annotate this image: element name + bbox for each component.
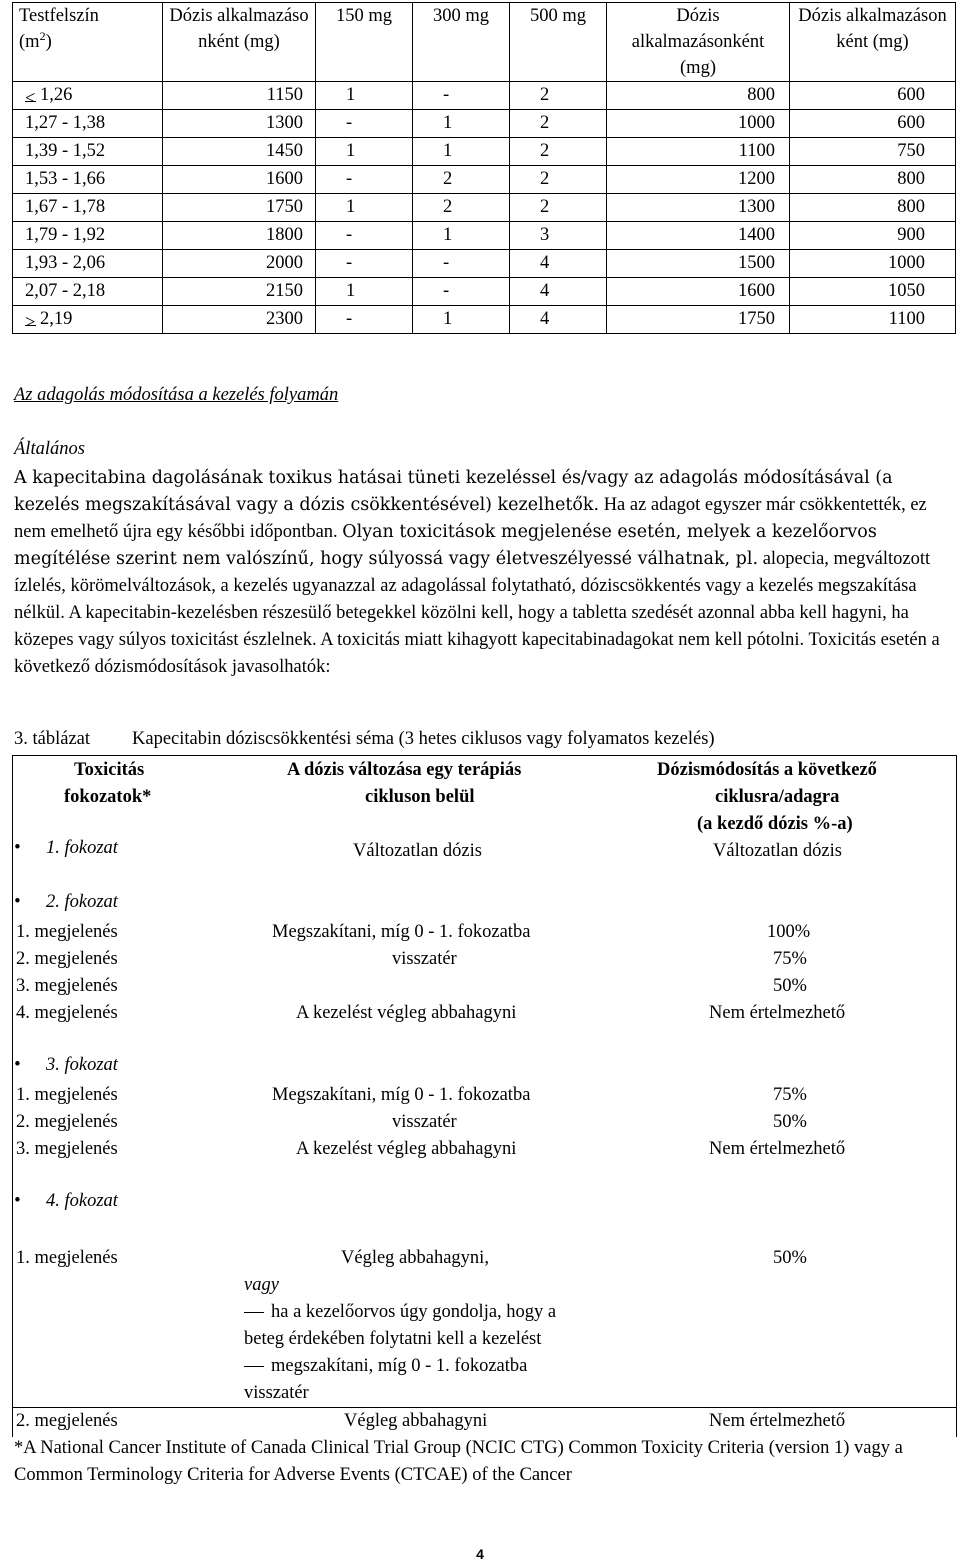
- dose-table-body: [13, 82, 956, 334]
- table-cell: [790, 138, 956, 166]
- table-cell: [790, 222, 956, 250]
- dose-table: [12, 2, 956, 334]
- cell-value: 1: [346, 141, 356, 161]
- grade-4-change-or: vagy: [244, 1275, 279, 1295]
- table-row: [13, 306, 956, 334]
- section-heading: Az adagolás módosítása a kezelés folyamán: [14, 385, 339, 405]
- cell-value: 4: [540, 281, 550, 301]
- cell-value: 2300: [266, 309, 303, 329]
- cell-value: 1,93 - 2,06: [25, 253, 106, 273]
- table-cell: [790, 278, 956, 306]
- cell-value: 1500: [738, 253, 775, 273]
- cell-value: 2: [443, 169, 453, 189]
- table-cell: [607, 138, 790, 166]
- grade-3-mod-2: 50%: [773, 1112, 807, 1132]
- grade-2-change-4: A kezelést végleg abbahagyni: [296, 1003, 517, 1023]
- dose-table-header: [13, 3, 956, 82]
- table-row: [13, 166, 956, 194]
- header-500mg: 500 mg: [510, 3, 607, 82]
- table-cell: [13, 166, 163, 194]
- cell-value: 1: [443, 309, 453, 329]
- cell-value: 750: [897, 141, 925, 161]
- table-cell: [163, 194, 316, 222]
- table-row: [13, 250, 956, 278]
- grade-4-mod-2: Nem értelmezhető: [709, 1411, 846, 1431]
- less-or-equal-icon: [25, 86, 36, 102]
- table-cell: [413, 194, 510, 222]
- table-cell: [413, 110, 510, 138]
- table-cell: [316, 194, 413, 222]
- header-dose-mod-3: (a kezdő dózis %-a): [697, 814, 853, 834]
- cell-value: 1,26: [40, 85, 73, 105]
- grade-1-change: Változatlan dózis: [353, 841, 482, 861]
- grade-2-mod-3: 50%: [773, 976, 807, 996]
- table-cell: [163, 138, 316, 166]
- table-row: [13, 278, 956, 306]
- table-cell: [13, 222, 163, 250]
- table-row: [13, 82, 956, 110]
- table-cell: [607, 166, 790, 194]
- table-cell: [790, 82, 956, 110]
- table-cell: [316, 250, 413, 278]
- grade-3-occ-3: 3. megjelenés: [16, 1139, 118, 1159]
- cell-value: 2: [540, 197, 550, 217]
- cell-value: 2,07 - 2,18: [25, 281, 106, 301]
- cell-value: 1300: [738, 197, 775, 217]
- cell-value: 1000: [888, 253, 925, 273]
- grade-1-mod: Változatlan dózis: [713, 841, 842, 861]
- cell-value: 1300: [266, 113, 303, 133]
- grade-4-occ-2: 2. megjelenés: [16, 1411, 118, 1431]
- table-cell: [13, 250, 163, 278]
- cell-value: 2,19: [40, 309, 73, 329]
- cell-value: 1,79 - 1,92: [25, 225, 106, 245]
- cell-value: 2000: [266, 253, 303, 273]
- header-dose-1: Dózis alkalmazáso nként (mg): [163, 3, 316, 82]
- table-cell: [163, 250, 316, 278]
- table-cell: [607, 194, 790, 222]
- cell-value: 1450: [266, 141, 303, 161]
- cell-value: 1100: [888, 309, 925, 329]
- table-cell: [13, 194, 163, 222]
- grade-2-occ-2: 2. megjelenés: [16, 949, 118, 969]
- grade-4-change-opt: ha a kezelőorvos úgy gondolja, hogy a: [244, 1299, 556, 1326]
- table-cell: [607, 278, 790, 306]
- header-toxicity-grades: fokozatok*: [64, 787, 152, 807]
- cell-value: 1,53 - 1,66: [25, 169, 106, 189]
- grade-4-mod-1: 50%: [773, 1248, 807, 1268]
- table-cell: [510, 110, 607, 138]
- table-cell: [607, 222, 790, 250]
- table-cell: [510, 82, 607, 110]
- cell-value: -: [443, 85, 450, 105]
- cell-value: -: [346, 169, 353, 189]
- table-cell: [413, 222, 510, 250]
- greater-or-equal-icon: [25, 310, 36, 326]
- grade-2-mod-1: 100%: [767, 922, 811, 942]
- cell-value: -: [443, 253, 450, 273]
- table-cell: [13, 82, 163, 110]
- cell-value: 1200: [738, 169, 775, 189]
- cell-value: 2: [540, 85, 550, 105]
- cell-value: 600: [897, 85, 925, 105]
- grade-3-occ-2: 2. megjelenés: [16, 1112, 118, 1132]
- table-cell: [316, 166, 413, 194]
- footnote: *A National Cancer Institute of Canada Clinical Trial Group (NCIC CTG) Common Toxicity Criteria (version 1) vagy a Common Terminology Criteria for Adverse Events (CTCAE) of the Cancer: [14, 1438, 903, 1485]
- cell-value: 1,27 - 1,38: [25, 113, 106, 133]
- cell-value: 3: [540, 225, 550, 245]
- cell-value: 1: [443, 141, 453, 161]
- cell-value: 2: [443, 197, 453, 217]
- table-cell: [510, 306, 607, 334]
- grade-4-occ-1: 1. megjelenés: [16, 1248, 118, 1268]
- grade-3-mod-3: Nem értelmezhető: [709, 1139, 846, 1159]
- table-cell: [13, 110, 163, 138]
- header-dose-3: Dózis alkalmazáson ként (mg): [790, 3, 956, 82]
- cell-value: -: [346, 225, 353, 245]
- grade-4-change-opt-4: visszatér: [244, 1383, 309, 1403]
- table-cell: [790, 306, 956, 334]
- cell-value: 800: [897, 197, 925, 217]
- table-cell: [413, 82, 510, 110]
- table-cell: [316, 278, 413, 306]
- table-cell: [510, 166, 607, 194]
- header-150mg: 150 mg: [316, 3, 413, 82]
- table-cell: [790, 250, 956, 278]
- table-row: [13, 222, 956, 250]
- cell-value: 1050: [888, 281, 925, 301]
- cell-value: 900: [897, 225, 925, 245]
- table-cell: [316, 306, 413, 334]
- cell-value: 2150: [266, 281, 303, 301]
- table-cell: [790, 194, 956, 222]
- cell-value: -: [346, 309, 353, 329]
- cell-value: 600: [897, 113, 925, 133]
- cell-value: -: [346, 253, 353, 273]
- cell-value: 1100: [738, 141, 775, 161]
- table-caption: 3. táblázat Kapecitabin dóziscsökkentési séma (3 hetes ciklusos vagy folyamatos kezelés): [14, 729, 715, 749]
- cell-value: 1000: [738, 113, 775, 133]
- table-cell: [163, 278, 316, 306]
- section-subheading: Általános: [14, 439, 85, 459]
- table-cell: [790, 166, 956, 194]
- table-row: [13, 110, 956, 138]
- grade-3-mod-1: 75%: [773, 1085, 807, 1105]
- table-cell: [13, 138, 163, 166]
- table-cell: [163, 82, 316, 110]
- table-cell: [163, 166, 316, 194]
- cell-value: 1600: [266, 169, 303, 189]
- cell-value: 1,39 - 1,52: [25, 141, 106, 161]
- table-cell: [607, 110, 790, 138]
- grade-4-change-opt-3: megszakítani, míg 0 - 1. fokozatba: [244, 1353, 527, 1380]
- table-row: [13, 138, 956, 166]
- table-cell: [413, 166, 510, 194]
- table-cell: [510, 250, 607, 278]
- cell-value: 1: [346, 281, 356, 301]
- table-cell: [607, 306, 790, 334]
- grade-2-change-1b: visszatér: [392, 949, 457, 969]
- table-cell: [316, 138, 413, 166]
- table-row: [13, 194, 956, 222]
- table-cell: [316, 82, 413, 110]
- cell-value: 1750: [266, 197, 303, 217]
- table-cell: [510, 278, 607, 306]
- header-dose-change-2: cikluson belül: [365, 787, 475, 807]
- header-surface: Testfelszín $(m^2)$: [13, 3, 163, 82]
- page-number: 4: [476, 1546, 484, 1562]
- grade-4-change-opt-2: beteg érdekében folytatni kell a kezelést: [244, 1329, 542, 1349]
- general-paragraph: A kapecitabina dagolásának toxikus hatásai tüneti kezeléssel és/vagy az adagolás módosításával (a kezelés megszakításával vagy a dózis csökkentésével) kezelhetők. Ha az adagot egyszer már csökkentették, ez nem emelhető újra egy későbbi időpontban. Olyan toxicitások megjelenése esetén, melyek a kezelőorvos megítélése szerint nem valószínű, hogy súlyossá vagy életveszélyessé válhatnak, pl. alopecia, megváltozott ízlelés, körömelváltozások, a kezelés ugyanazzal az adagolással folytatható, dóziscsökkentés vagy a kezelés megszakítása nélkül. A kapecitabin-kezelésben részesülő betegekkel közölni kell, hogy a tabletta szedését azonnal abba kell hagyni, ha közepes vagy súlyos toxicitást észlelnek. A toxicitás miatt kihagyott kapecitabinadagokat nem kell pótolni. Toxicitás esetén a következő dózismódosítások javasolhatók:: [14, 468, 940, 677]
- cell-value: 2: [540, 169, 550, 189]
- header-300mg: 300 mg: [413, 3, 510, 82]
- table-cell: [607, 250, 790, 278]
- table-cell: [413, 250, 510, 278]
- table-cell: [510, 194, 607, 222]
- table-cell: [316, 110, 413, 138]
- table-cell: [510, 222, 607, 250]
- grade-4-change-2: Végleg abbahagyni: [344, 1411, 488, 1431]
- table-cell: [163, 110, 316, 138]
- grade-2-occ-4: 4. megjelenés: [16, 1003, 118, 1023]
- header-dose-mod-2: ciklusra/adagra: [715, 787, 840, 807]
- cell-value: 1: [443, 225, 453, 245]
- cell-value: 4: [540, 253, 550, 273]
- table-cell: [790, 110, 956, 138]
- cell-value: 1400: [738, 225, 775, 245]
- cell-value: 800: [747, 85, 775, 105]
- table-cell: [510, 138, 607, 166]
- grade-3-occ-1: 1. megjelenés: [16, 1085, 118, 1105]
- table-cell: [413, 138, 510, 166]
- cell-value: 2: [540, 141, 550, 161]
- cell-value: 1150: [266, 85, 303, 105]
- cell-value: 2: [540, 113, 550, 133]
- table-cell: [163, 222, 316, 250]
- grade-3-change-3: A kezelést végleg abbahagyni: [296, 1139, 517, 1159]
- table-cell: [316, 222, 413, 250]
- document-page: Testfelszín $(m^2)$ Dózis alkalmazáso nként (mg) 150 mg 300 mg 500 mg Dózis alkalmazásonként (mg) Dózis alkalmazáson ként (mg) <1,26 1150 1 - 2 800 600 1,27 - 1,38 1300 - 1 2 1000 600 1,39 - 1,52 1450 1 1 2 1100 750 1,53 - 1,66 1600 - 2 2 1200 800 1,67 - 1,78 1750 1 2 2 1300 800 1,79 - 1,92 1800 - 1 3 1400 900 1,93 - 2,06 2000 - - 4 1500 1000 2,07 - 2,18 2150 1 - 4 1600 1050 >2,19 2300 - 1 4 1750 1100 Az adagolás módosítása a kezelés folyamán Általános A kapecitabina dagolásának toxikus hatásai tüneti kezeléssel és/vagy az adagolás módosításával (a kezelés megszakításával vagy a dózis csökkentésével) kezelhetők. Ha az adagot egyszer már csökkentették, ez nem emelhető újra egy későbbi időpontban. Olyan toxicitások megjelenése esetén, melyek a kezelőorvos megítélése szerint nem valószínű, hogy súlyossá vagy életveszélyessé válhatnak, pl. alopecia, megváltozott ízlelés, körömelváltozások, a kezelés ugyanazzal az adagolással folytatható, dóziscsökkentés vagy a kezelés megszakítása nélkül. A kapecitabin-kezelésben részesülő betegekkel közölni kell, hogy a tabletta szedését azonnal abba kell hagyni, ha közepes vagy súlyos toxicitást észlelnek. A toxicitás miatt kihagyott kapecitabinadagokat nem kell pótolni. Toxicitás esetén a következő dózismódosítások javasolhatók: 3. táblázat Kapecitabin dóziscsökkentési séma (3 hetes ciklusos vagy folyamatos kezelés) Toxicitás fokozatok* A dózis változása egy terápiás cikluson belül Dózismódosítás a következő ciklusra/adagra (a kezdő dózis %-a) 1. fokozat Változatlan dózis Változatlan dózis 2. fokozat 1. megjelenés 2. megjelenés 3. megjelenés 4. megjelenés Megszakítani, míg 0 - 1. fokozatba visszatér A kezelést végleg abbahagyni 100% 75% 50% Nem értelmezhető 3. fokozat 1. megjelenés 2. megjelenés 3. megjelenés Megszakítani, míg 0 - 1. fokozatba visszatér A kezelést végleg abbahagyni 75% 50% Nem értelmezhető 4. fokozat 1. megjelenés Végleg abbahagyni, vagy ha a kezelőorvos úgy gondolja, hogy a beteg érdekében folytatni kell a kezelést megszakítani, míg 0 - 1. fokozatba visszatér 50% 2. megjelenés Végleg abbahagyni Nem értelmezhető *A National Cancer Institute of Canada Clinical Trial Group (NCIC CTG) Common Toxicity Criteria (version 1) vagy a Common Terminology Criteria for Adverse Events (CTCAE) of the Cancer 4: [0, 0, 960, 1567]
- cell-value: 1: [443, 113, 453, 133]
- grade-2-occ-1: 1. megjelenés: [16, 922, 118, 942]
- cell-value: -: [346, 113, 353, 133]
- cell-value: 4: [540, 309, 550, 329]
- table-cell: [413, 278, 510, 306]
- header-dose-mod: Dózismódosítás a következő: [657, 760, 877, 780]
- grade-4-change-1: Végleg abbahagyni,: [341, 1248, 489, 1268]
- header-dose-2: Dózis alkalmazásonként (mg): [607, 3, 790, 82]
- grade-2-mod-4: Nem értelmezhető: [709, 1003, 846, 1023]
- cell-value: 1,67 - 1,78: [25, 197, 106, 217]
- grade-2-change-1: Megszakítani, míg 0 - 1. fokozatba: [272, 922, 531, 942]
- table-cell: [607, 82, 790, 110]
- table-cell: [163, 306, 316, 334]
- header-toxicity: Toxicitás: [74, 760, 145, 780]
- table-cell: [13, 278, 163, 306]
- cell-value: 1: [346, 197, 356, 217]
- cell-value: 1800: [266, 225, 303, 245]
- grade-2-mod-2: 75%: [773, 949, 807, 969]
- cell-value: 1600: [738, 281, 775, 301]
- table-cell: [413, 306, 510, 334]
- grade-2-occ-3: 3. megjelenés: [16, 976, 118, 996]
- grade-3-change-1: Megszakítani, míg 0 - 1. fokozatba: [272, 1085, 531, 1105]
- cell-value: -: [443, 281, 450, 301]
- table-cell: [13, 306, 163, 334]
- header-dose-change: A dózis változása egy terápiás: [287, 760, 522, 780]
- cell-value: 800: [897, 169, 925, 189]
- cell-value: 1: [346, 85, 356, 105]
- grade-3-change-1b: visszatér: [392, 1112, 457, 1132]
- cell-value: 1750: [738, 309, 775, 329]
